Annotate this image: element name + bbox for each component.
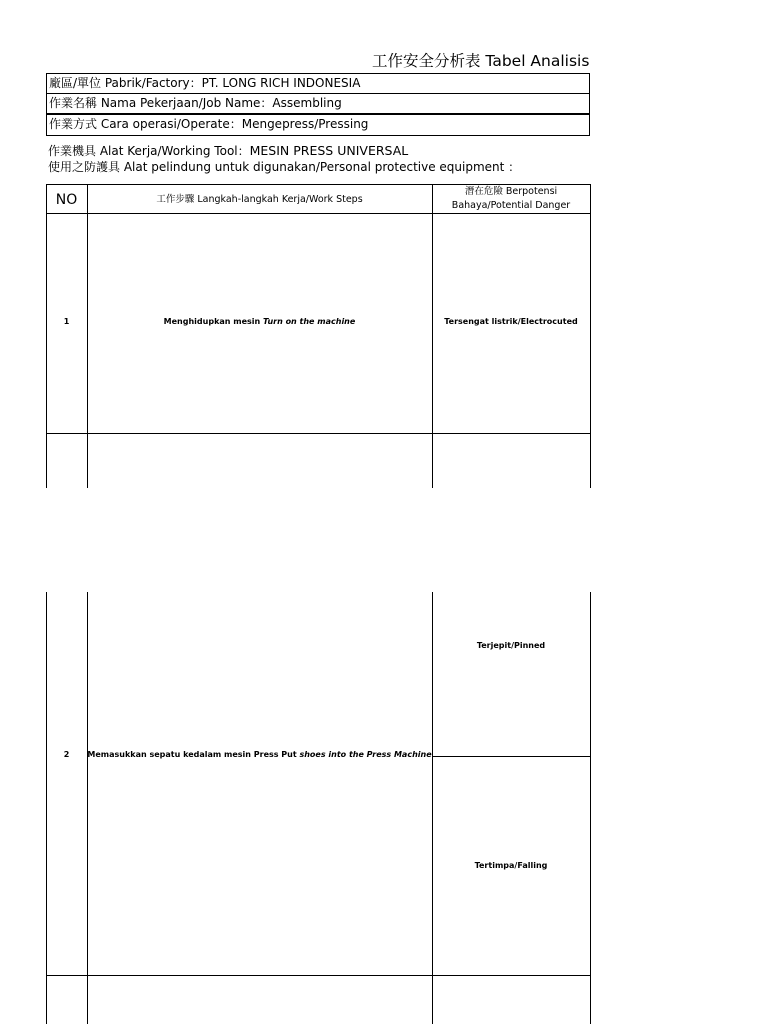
job-name-row [46, 93, 590, 114]
working-tool-line [48, 144, 408, 158]
job-name-text: 作業名稱 Nama Pekerjaan/Job Name：Assembling [49, 96, 342, 110]
header-danger-line2: Bahaya/Potential Danger [451, 200, 571, 211]
operate-row [46, 114, 590, 136]
header-work-steps: 工作步驟 Langkah-langkah Kerja/Work Steps [156, 194, 363, 205]
row-2-danger-2: Tertimpa/Falling [474, 861, 548, 870]
factory-text: 廠區/單位 Pabrik/Factory：PT. LONG RICH INDONESIA [49, 76, 361, 90]
row-2-step [87, 750, 432, 759]
row-1-step-text: Menghidupkan mesin [163, 317, 264, 326]
row-1-danger: Tersengat listrik/Electrocuted [444, 317, 578, 326]
document-title: 工作安全分析表 Tabel Analisis [372, 52, 590, 70]
header-danger-line1: 潛在危險 Berpotensi [464, 186, 558, 197]
working-tool-label: 作業機具 Alat Kerja/Working Tool： [48, 144, 250, 158]
working-tool-value: MESIN PRESS UNIVERSAL [249, 143, 409, 158]
factory-row [46, 73, 590, 94]
ppe-line: 使用之防護具 Alat pelindung untuk digunakan/Personal protective equipment ： [48, 160, 521, 174]
row-2-step-english: shoes into the Press Machine [299, 750, 432, 759]
row-2-number: 2 [63, 750, 70, 759]
operate-text: 作業方式 Cara operasi/Operate：Mengepress/Pressing [49, 117, 369, 131]
row-1-number: 1 [63, 317, 70, 326]
row-1-step-english: Turn on the machine [263, 317, 356, 326]
row-2-danger-1: Terjepit/Pinned [476, 641, 546, 650]
header-potential-danger [432, 185, 590, 213]
header-no: NO [55, 192, 78, 208]
row-2-step-text: Memasukkan sepatu kedalam mesin Press Put [87, 750, 300, 759]
row-1-step [87, 317, 432, 326]
